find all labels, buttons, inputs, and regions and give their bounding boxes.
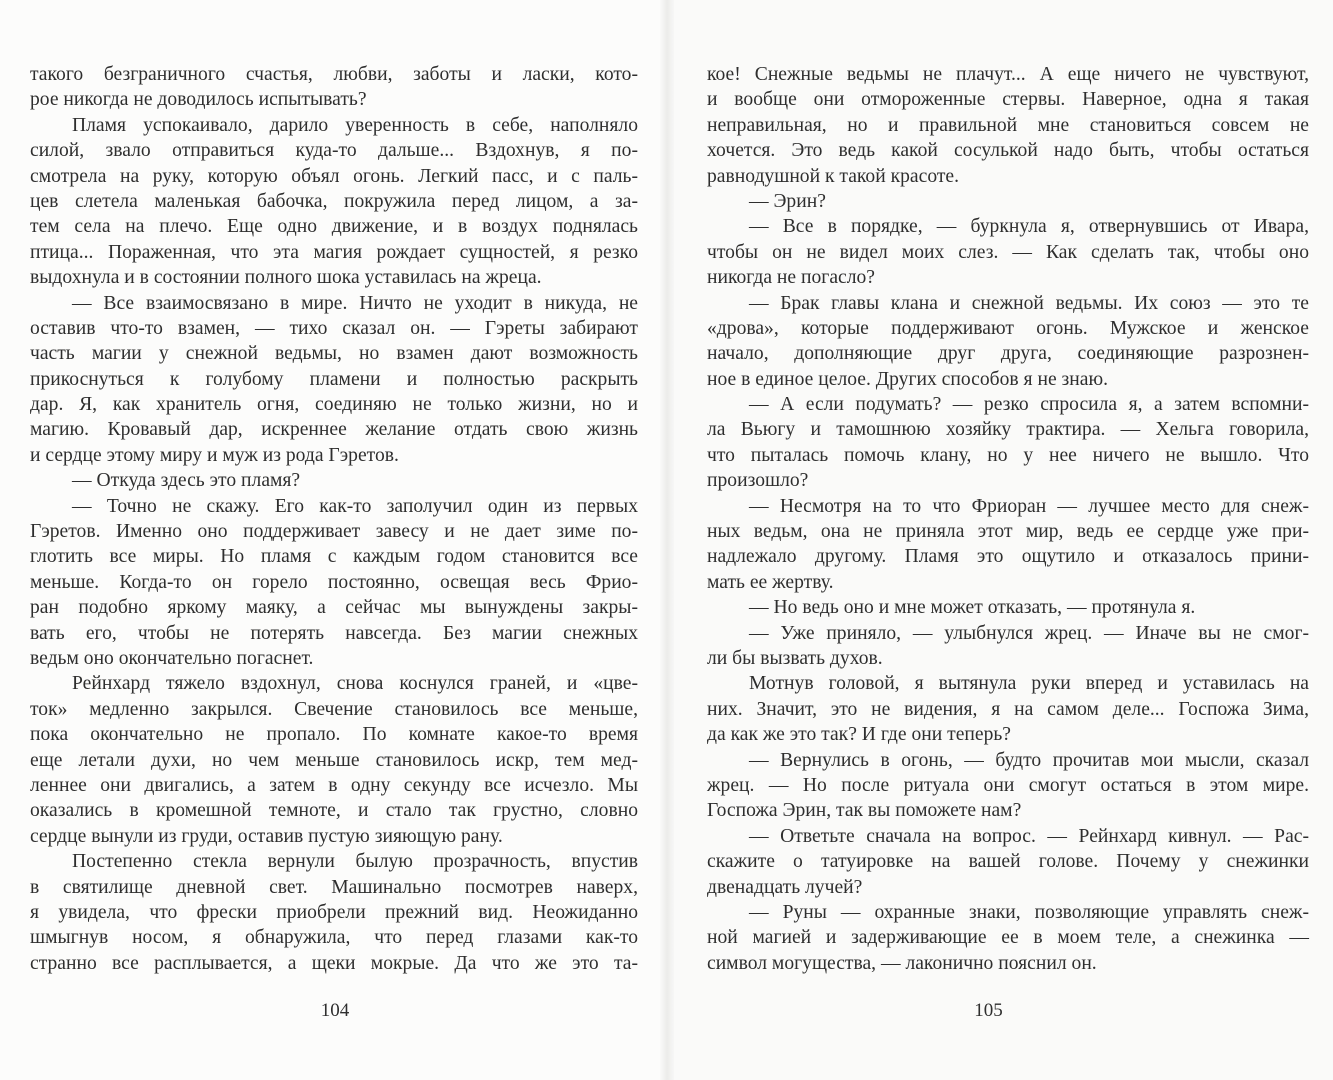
text-line: — Брак главы клана и снежной ведьмы. Их союз — это те: [749, 292, 1309, 314]
left-page-text: [30, 62, 638, 976]
left-page: [0, 0, 666, 1080]
text-line: Гэретов. Именно оно поддерживает завесу и не дает зиме по-: [30, 521, 638, 543]
text-line: магию. Кровавый дар, искреннее желание отдать свою жизнь: [30, 419, 638, 441]
text-line: странно все расплывается, а щеки мокрые. Да что же это та-: [30, 952, 638, 974]
text-line: надлежало другому. Пламя это ощутило и отказалось прини-: [707, 546, 1309, 568]
text-line: хочется. Это ведь какой сосулькой надо быть, чтобы остаться: [707, 140, 1309, 162]
text-line: равнодушной к такой красоте.: [707, 165, 960, 187]
text-line: — Откуда здесь это пламя?: [72, 470, 301, 492]
text-line: рое никогда не доводилось испытывать?: [30, 89, 367, 111]
text-line: пока окончательно не пропало. По комнате какое-то время: [30, 724, 638, 746]
text-line: Постепенно стекла вернули былую прозрачность, впустив: [72, 851, 638, 873]
text-line: цев слетела маленькая бабочка, покружила перед лицом, а за-: [30, 190, 638, 212]
text-line: тем села на плечо. Еще одно движение, и в воздух поднялась: [30, 216, 638, 238]
text-line: — А если подумать? — резко спросила я, а затем вспомни-: [749, 394, 1309, 416]
text-line: — Эрин?: [749, 190, 826, 212]
text-line: двенадцать лучей?: [707, 876, 863, 898]
text-line: скажите о татуировке на вашей голове. Почему у снежинки: [707, 851, 1309, 873]
text-line: никогда не погасло?: [707, 267, 875, 289]
text-line: неправильная, но и правильной мне становиться совсем не: [707, 114, 1309, 136]
text-line: прикоснуться к голубому пламени и полностью раскрыть: [30, 368, 638, 390]
text-line: Госпожа Эрин, так вы поможете нам?: [707, 800, 1022, 822]
text-line: — Но ведь оно и мне может отказать, — протянула я.: [749, 597, 1196, 619]
text-line: ран подобно яркому маяку, а сейчас мы вынуждены закры-: [30, 597, 638, 619]
text-line: дар. Я, как хранитель огня, соединяю не только жизни, но и: [30, 394, 638, 416]
text-line: еще летали духи, но чем меньше становилось искр, тем мед-: [30, 749, 638, 771]
text-line: начало, дополняющие друг друга, соединяющие разрознен-: [707, 343, 1309, 365]
text-line: чтобы он не видел моих слез. — Как сделать так, чтобы оно: [707, 241, 1309, 263]
text-line: кое! Снежные ведьмы не плачут... А еще ничего не чувствуют,: [707, 64, 1309, 85]
book-gutter: [660, 0, 674, 1080]
text-line: такого безграничного счастья, любви, заботы и ласки, кото-: [30, 64, 638, 85]
text-line: я увидела, что фрески приобрели прежний вид. Неожиданно: [30, 901, 638, 923]
text-line: часть магии у снежной ведьмы, но взамен дают возможность: [30, 343, 638, 365]
text-line: мать ее жертву.: [707, 571, 834, 593]
text-line: ли бы вызвать духов.: [707, 647, 883, 669]
page-number-left: 104: [320, 1000, 350, 1021]
text-line: Мотнув головой, я вытянула руки вперед и уставилась на: [749, 673, 1309, 695]
text-line: смотрела на руку, которую объял огонь. Легкий пасс, и с паль-: [30, 165, 638, 187]
text-line: — Все в порядке, — буркнула я, отвернувшись от Ивара,: [749, 216, 1309, 238]
text-line: — Несмотря на то что Фриоран — лучшее место для снеж-: [749, 495, 1309, 517]
right-page: [666, 0, 1333, 1080]
text-line: произошло?: [707, 470, 809, 492]
page-number-right: 105: [974, 1000, 1003, 1021]
text-line: Пламя успокаивало, дарило уверенность в себе, наполняло: [72, 114, 638, 136]
text-line: — Уже приняло, — улыбнулся жрец. — Иначе вы не смог-: [749, 622, 1309, 644]
text-line: оказались в кромешной темноте, и стало так грустно, словно: [30, 800, 638, 822]
text-line: сердце вынули из груди, оставив пустую зияющую рану.: [30, 825, 503, 847]
text-line: оставив что-то взамен, — тихо сказал он. — Гэреты забирают: [30, 317, 638, 339]
text-line: выдохнула и в состоянии полного шока уставилась на жреца.: [30, 267, 542, 289]
right-page-text: [707, 62, 1309, 976]
text-line: и сердце этому миру и муж из рода Гэретов.: [30, 444, 399, 466]
text-line: в святилище дневной свет. Машинально посмотрев наверх,: [30, 876, 638, 898]
text-line: — Ответьте сначала на вопрос. — Рейнхард кивнул. — Рас-: [749, 825, 1309, 847]
text-line: и вообще они отмороженные стервы. Наверное, одна я такая: [707, 89, 1309, 111]
text-line: — Вернулись в огонь, — будто прочитав мои мысли, сказал: [749, 749, 1309, 771]
text-line: да как же это так? И где они теперь?: [707, 724, 1012, 746]
text-line: них. Значит, это не видения, я на самом деле... Госпожа Зима,: [707, 698, 1309, 720]
text-line: символ могущества, — лаконично пояснил он.: [707, 952, 1097, 974]
text-line: силой, звало отправиться куда-то дальше... Вздохнув, я по-: [30, 140, 638, 162]
text-line: Рейнхард тяжело вздохнул, снова коснулся граней, и «цве-: [72, 673, 638, 695]
text-line: «дрова», которые поддерживают огонь. Мужское и женское: [707, 317, 1309, 339]
text-line: жрец. — Но после ритуала они смогут остаться в этом мире.: [707, 774, 1309, 796]
text-line: ток» медленно закрылся. Свечение становилось все меньше,: [30, 698, 638, 720]
text-line: ной магией и задерживающие ее в моем теле, а снежинка —: [707, 927, 1309, 949]
text-line: глотить все миры. Но пламя с каждым годом становится все: [30, 546, 638, 568]
text-line: меньше. Когда-то он горело постоянно, освещая весь Фрио-: [30, 571, 638, 593]
text-line: ное в единое целое. Других способов я не знаю.: [707, 368, 1109, 390]
text-line: — Точно не скажу. Его как-то заполучил один из первых: [72, 495, 638, 517]
text-line: ведьм оно окончательно погаснет.: [30, 647, 314, 669]
text-line: ных ведьм, она не приняла этот мир, ведь ее сердце уже при-: [707, 521, 1309, 543]
text-line: шмыгнув носом, я обнаружила, что перед глазами как-то: [30, 927, 638, 949]
text-line: ла Вьюгу и тамошнюю хозяйку трактира. — Хельга говорила,: [707, 419, 1309, 441]
text-line: — Руны — охранные знаки, позволяющие управлять снеж-: [749, 901, 1309, 923]
text-line: что пыталась помочь клану, но у нее ничего не вышло. Что: [707, 444, 1309, 466]
text-line: леннее они двигались, а затем в одну секунду все исчезло. Мы: [30, 774, 638, 796]
text-line: птица... Пораженная, что эта магия рождает сущностей, я резко: [30, 241, 638, 263]
text-line: — Все взаимосвязано в мире. Ничто не уходит в никуда, не: [72, 292, 638, 314]
text-line: вать его, чтобы не потерять навсегда. Без магии снежных: [30, 622, 638, 644]
